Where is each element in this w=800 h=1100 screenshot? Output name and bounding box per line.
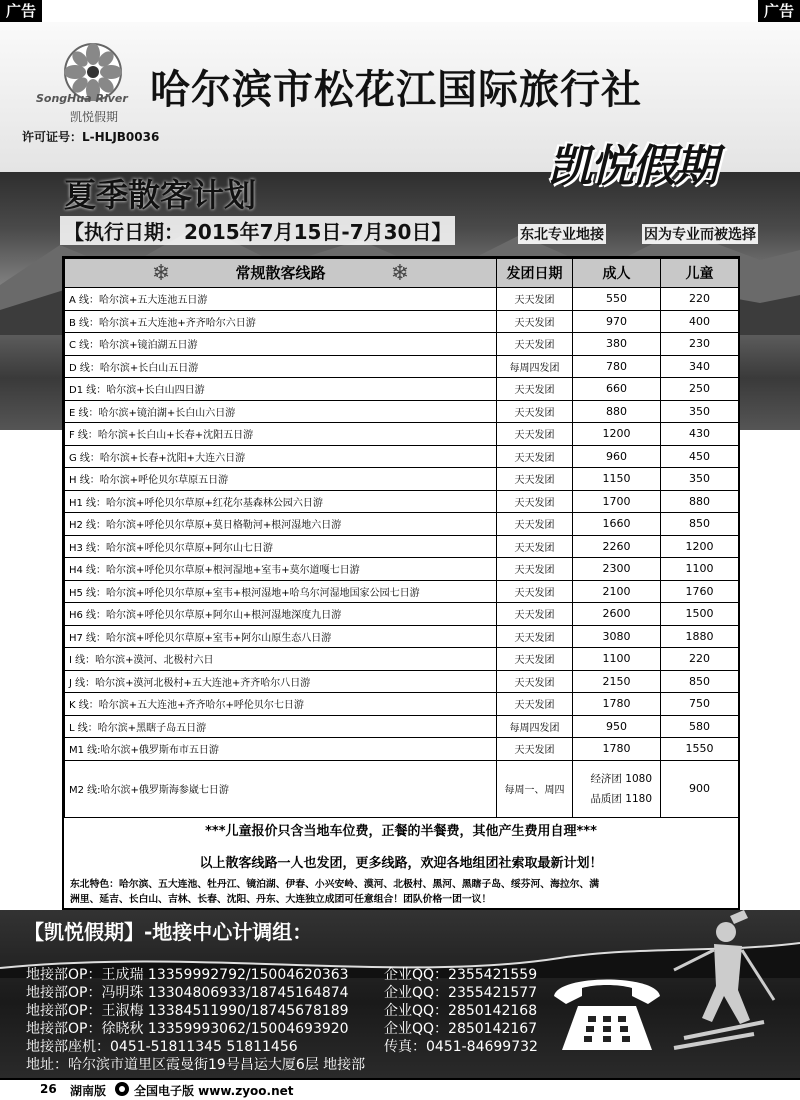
depart-schedule: 天天发团	[497, 423, 573, 446]
child-price: 250	[661, 378, 739, 401]
route-name: D1 线：哈尔滨+长白山四日游	[65, 378, 497, 401]
table-row	[65, 333, 739, 356]
logo-english-text: SongHua River	[36, 92, 128, 105]
child-price: 1100	[661, 558, 739, 581]
table-header-row	[65, 259, 739, 288]
adult-price-quality: 品质团 1180	[590, 792, 652, 805]
route-name: H 线：哈尔滨+呼伦贝尔草原五日游	[65, 468, 497, 491]
child-price: 220	[661, 288, 739, 311]
logo-chinese-text: 凯悦假期	[70, 110, 119, 124]
child-price: 230	[661, 333, 739, 356]
child-price: 750	[661, 693, 739, 716]
depart-schedule: 天天发团	[497, 670, 573, 693]
adult-price: 880	[573, 400, 661, 423]
depart-schedule: 每周四发团	[497, 715, 573, 738]
table-row	[65, 513, 739, 536]
table-row	[65, 468, 739, 491]
adult-price: 660	[573, 378, 661, 401]
child-price: 1500	[661, 603, 739, 626]
header-depart: 发团日期	[497, 259, 573, 288]
edition-label: 湖南版	[70, 1084, 107, 1098]
route-name: K 线：哈尔滨+五大连池+齐齐哈尔+呼伦贝尔七日游	[65, 693, 497, 716]
depart-schedule: 天天发团	[497, 693, 573, 716]
route-name: B 线：哈尔滨+五大连池+齐齐哈尔六日游	[65, 310, 497, 333]
features-line-1: 东北特色：哈尔滨、五大连池、牡丹江、镜泊湖、伊春、小兴安岭、漠河、北极村、黑河、黑瞎子岛、绥芬河、海拉尔、满	[70, 879, 600, 890]
adult-price: 960	[573, 445, 661, 468]
contact-qq: 企业QQ：2850142167	[384, 1021, 538, 1037]
plan-title: 夏季散客计划	[64, 176, 257, 214]
child-price: 430	[661, 423, 739, 446]
adult-price: 3080	[573, 625, 661, 648]
adult-price: 2300	[573, 558, 661, 581]
header-route	[65, 259, 497, 288]
adult-price: 1700	[573, 490, 661, 513]
table-row-m2	[65, 760, 739, 817]
info-headline: 以上散客线路一人也发团，更多线路，欢迎各地组团社索取最新计划！	[199, 856, 603, 871]
address: 地址：哈尔滨市道里区霞曼街19号昌运大厦6层 地接部	[26, 1057, 366, 1073]
table-row	[65, 288, 739, 311]
route-name: E 线：哈尔滨+镜泊湖+长白山六日游	[65, 400, 497, 423]
route-name: M2 线:哈尔滨+俄罗斯海参崴七日游	[65, 760, 497, 817]
child-price: 350	[661, 400, 739, 423]
depart-schedule: 天天发团	[497, 288, 573, 311]
child-price: 220	[661, 648, 739, 671]
child-price: 850	[661, 513, 739, 536]
info-box	[62, 846, 740, 910]
slogan-chosen: 因为专业而被选择	[642, 224, 758, 244]
table-row	[65, 310, 739, 333]
header-child: 儿童	[661, 259, 739, 288]
table-row	[65, 445, 739, 468]
table-row	[65, 603, 739, 626]
table-row	[65, 535, 739, 558]
company-name: 哈尔滨市松花江国际旅行社	[150, 67, 642, 113]
depart-schedule: 天天发团	[497, 513, 573, 536]
epaper-label: 全国电子版 www.zyoo.net	[134, 1084, 294, 1098]
depart-schedule: 天天发团	[497, 648, 573, 671]
ad-tag-left: 广告	[0, 0, 42, 22]
table-row	[65, 423, 739, 446]
contact-qq: 企业QQ：2850142168	[384, 1003, 538, 1019]
adult-price: 970	[573, 310, 661, 333]
adult-price: 1200	[573, 423, 661, 446]
skier-icon	[664, 910, 784, 1070]
depart-schedule: 天天发团	[497, 490, 573, 513]
child-price: 450	[661, 445, 739, 468]
child-price: 1550	[661, 738, 739, 761]
contact-qq: 企业QQ：2355421559	[384, 967, 538, 983]
license-number: 许可证号：L-HLJB0036	[22, 130, 160, 144]
child-price: 1760	[661, 580, 739, 603]
child-price: 900	[661, 760, 739, 817]
adult-price-cell	[573, 760, 661, 817]
brand-calligraphy: 凯悦假期	[548, 141, 716, 192]
execution-date: 【执行日期：2015年7月15日-7月30日】	[60, 216, 455, 245]
contact-person: 地接部OP：冯明珠 13304806933/18745164874	[26, 985, 349, 1001]
features-line-2: 洲里、延吉、长白山、吉林、长春、沈阳、丹东、大连独立成团可任意组合！团队价格一团一议！	[70, 894, 492, 905]
adult-price: 2260	[573, 535, 661, 558]
adult-price: 550	[573, 288, 661, 311]
depart-schedule: 天天发团	[497, 738, 573, 761]
depart-schedule: 天天发团	[497, 625, 573, 648]
child-price: 1880	[661, 625, 739, 648]
header-adult: 成人	[573, 259, 661, 288]
adult-price: 1780	[573, 693, 661, 716]
adult-price: 380	[573, 333, 661, 356]
adult-price-economy: 经济团 1080	[590, 772, 652, 785]
table-row	[65, 400, 739, 423]
table-row	[65, 625, 739, 648]
ad-tag-right: 广告	[758, 0, 800, 22]
depart-schedule: 每周一、周四	[497, 760, 573, 817]
adult-price: 780	[573, 355, 661, 378]
route-name: A 线：哈尔滨+五大连池五日游	[65, 288, 497, 311]
child-price: 1200	[661, 535, 739, 558]
adult-price: 1150	[573, 468, 661, 491]
child-price: 850	[661, 670, 739, 693]
adult-price: 1100	[573, 648, 661, 671]
route-name: I 线：哈尔滨+漠河、北极村六日	[65, 648, 497, 671]
depart-schedule: 天天发团	[497, 400, 573, 423]
adult-price: 950	[573, 715, 661, 738]
table-row	[65, 378, 739, 401]
depart-schedule: 天天发团	[497, 378, 573, 401]
child-price: 580	[661, 715, 739, 738]
table-row	[65, 738, 739, 761]
contact-person: 地接部OP：王成瑞 13359992792/15004620363	[26, 967, 349, 983]
contact-qq: 企业QQ：2355421577	[384, 985, 538, 1001]
route-name: H4 线：哈尔滨+呼伦贝尔草原+根河湿地+室韦+莫尔道嘎七日游	[65, 558, 497, 581]
depart-schedule: 天天发团	[497, 535, 573, 558]
route-name: H6 线：哈尔滨+呼伦贝尔草原+阿尔山+根河湿地深度九日游	[65, 603, 497, 626]
child-price: 340	[661, 355, 739, 378]
route-name: H7 线：哈尔滨+呼伦贝尔草原+室韦+阿尔山原生态八日游	[65, 625, 497, 648]
table-row	[65, 715, 739, 738]
table-row	[65, 558, 739, 581]
landline: 地接部座机：0451-51811345 51811456	[26, 1039, 298, 1055]
table-row	[65, 648, 739, 671]
route-name: G 线：哈尔滨+长春+沈阳+大连六日游	[65, 445, 497, 468]
adult-price: 2100	[573, 580, 661, 603]
route-name: L 线：哈尔滨+黑瞎子岛五日游	[65, 715, 497, 738]
snowflake-icon: ❄	[151, 260, 171, 286]
fax: 传真：0451-84699732	[384, 1039, 538, 1055]
adult-price: 2150	[573, 670, 661, 693]
depart-schedule: 天天发团	[497, 445, 573, 468]
route-name: H3 线：哈尔滨+呼伦贝尔草原+阿尔山七日游	[65, 535, 497, 558]
depart-schedule: 天天发团	[497, 558, 573, 581]
child-price: 400	[661, 310, 739, 333]
header-route-label: 常规散客线路	[235, 263, 326, 282]
table-row	[65, 580, 739, 603]
depart-schedule: 天天发团	[497, 603, 573, 626]
table-row	[65, 693, 739, 716]
route-name: C 线：哈尔滨+镜泊湖五日游	[65, 333, 497, 356]
route-name: F 线：哈尔滨+长白山+长春+沈阳五日游	[65, 423, 497, 446]
adult-price: 1660	[573, 513, 661, 536]
top-strip	[0, 0, 800, 22]
contact-person: 地接部OP：王淑梅 13384511990/18745678189	[26, 1003, 349, 1019]
contact-title: 【凯悦假期】-地接中心计调组：	[24, 920, 313, 944]
telephone-icon	[548, 966, 666, 1058]
page-number: 26	[40, 1082, 57, 1096]
child-price: 350	[661, 468, 739, 491]
route-name: H1 线：哈尔滨+呼伦贝尔草原+红花尔基森林公园六日游	[65, 490, 497, 513]
contact-person: 地接部OP：徐晓秋 13359993062/15004693920	[26, 1021, 349, 1037]
slogan-professional: 东北专业地接	[518, 224, 606, 244]
table-row	[65, 355, 739, 378]
child-price-note: ***儿童报价只含当地车位费，正餐的半餐费，其他产生费用自理***	[62, 818, 740, 847]
route-name: D 线：哈尔滨+长白山五日游	[65, 355, 497, 378]
route-name: M1 线:哈尔滨+俄罗斯布市五日游	[65, 738, 497, 761]
newspaper-logo-icon	[114, 1082, 130, 1096]
table-row	[65, 670, 739, 693]
child-price: 880	[661, 490, 739, 513]
snowflake-icon: ❄	[390, 260, 410, 286]
depart-schedule: 天天发团	[497, 310, 573, 333]
depart-schedule: 天天发团	[497, 580, 573, 603]
depart-schedule: 每周四发团	[497, 355, 573, 378]
table-row	[65, 490, 739, 513]
route-name: H2 线：哈尔滨+呼伦贝尔草原+莫日格勒河+根河湿地六日游	[65, 513, 497, 536]
side-vertical-text	[784, 1000, 796, 1070]
price-table	[62, 256, 740, 820]
adult-price: 1780	[573, 738, 661, 761]
route-name: J 线：哈尔滨+漠河北极村+五大连池+齐齐哈尔八日游	[65, 670, 497, 693]
adult-price: 2600	[573, 603, 661, 626]
route-name: H5 线：哈尔滨+呼伦贝尔草原+室韦+根河湿地+哈乌尔河湿地国家公园七日游	[65, 580, 497, 603]
depart-schedule: 天天发团	[497, 333, 573, 356]
depart-schedule: 天天发团	[497, 468, 573, 491]
